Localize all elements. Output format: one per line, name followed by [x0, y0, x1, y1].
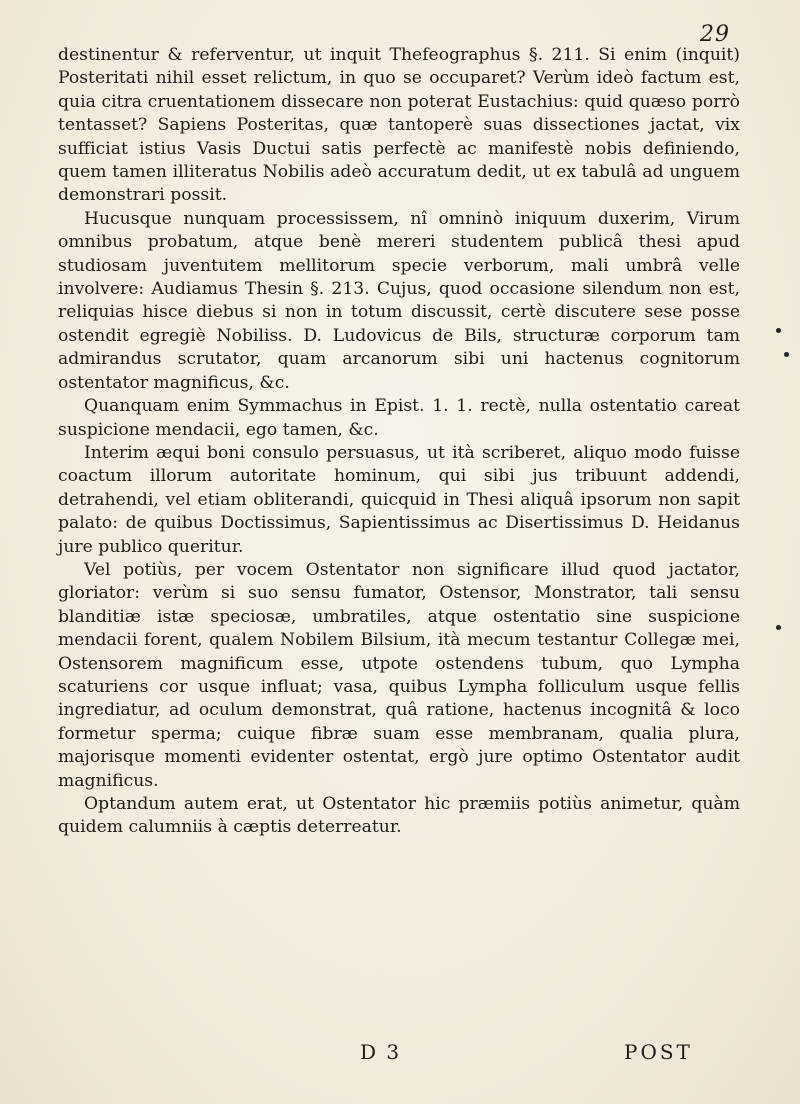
catchword: POST — [624, 1040, 693, 1064]
body-text — [58, 44, 740, 840]
signature-mark: D 3 — [360, 1040, 402, 1064]
ink-speck — [776, 625, 781, 630]
paragraph-4: Interim æqui boni consulo persuasus, ut ità scriberet, aliquo modo fuisse coactum illorum autoritate hominum, qui sibi jus tribuunt addendi, detrahendi, vel etiam obliterandi, quicquid in Thesi aliquâ ipsorum non sapit palato: de quibus Doctissimus, Sapientissimus ac Disertissimus D. Heidanus jure publico queritur. — [58, 442, 740, 557]
paragraph-6: Optandum autem erat, ut Ostentator hic præmiis potiùs animetur, quàm quidem calumniis à cæptis deterreatur. — [58, 794, 740, 838]
paragraph-2: Hucusque nunquam processissem, nî omninò iniquum duxerim, Virum omnibus probatum, atque benè mereri studentem publicâ thesi apud studiosam juventutem mellitorum specie verborum, mali umbrâ velle involvere: Audiamus Thesin §. 213. Cujus, quod occasione silendum non est, reliquias hisce diebus si non in totum discussit, certè discutere sese posse ostendit egregiè Nobiliss. D. Ludovicus de Bils, structuræ corporum tam admirandus scrutator, quam arcanorum sibi uni hactenus cognitorum ostentator magnificus, &c. — [58, 208, 740, 393]
ink-speck — [776, 328, 781, 333]
page-number: 29 — [700, 22, 730, 47]
paragraph-3: Quanquam enim Symmachus in Epist. 1. 1. rectè, nulla ostentatio careat suspicione mendacii, ego tamen, &c. — [58, 396, 740, 440]
paragraph-5: Vel potiùs, per vocem Ostentator non significare illud quod jactator, gloriator: verùm si suo sensu fumator, Ostensor, Monstrator, tali sensu blanditiæ istæ speciosæ, umbratiles, atque ostentatio sine suspicione mendacii forent, qualem Nobilem Bilsium, ità mecum testantur Collegæ mei, Ostensorem magnificum esse, utpote ostendens tubum, quo Lympha scaturiens cor usque influat; vasa, quibus Lympha folliculum usque fellis ingrediatur, ad oculum demonstrat, quâ ratione, hactenus incognitâ & loco formetur sperma; cuique fibræ suam esse membranam, qualia plura, majorisque momenti evidenter ostentat, ergò jure optimo Ostentator audit magnificus. — [58, 559, 740, 791]
ink-speck — [784, 352, 789, 357]
page-footer — [0, 1040, 800, 1070]
paragraph-1: destinentur & referventur, ut inquit Thefeographus §. 211. Si enim (inquit) Posteritati nihil esset relictum, in quo se occuparet? Verùm ideò factum est, quia citra cruentationem dissecare non poterat Eustachius: quid quæso porrò tentasset? Sapiens Posteritas, quæ tantoperè suas dissectiones jactat, vix sufficiat istius Vasis Ductui satis perfectè ac manifestè nobis definiendo, quem tamen illiteratus Nobilis adeò accuratum dedit, ut ex tabulâ ad unguem demonstrari possit. — [58, 45, 740, 206]
